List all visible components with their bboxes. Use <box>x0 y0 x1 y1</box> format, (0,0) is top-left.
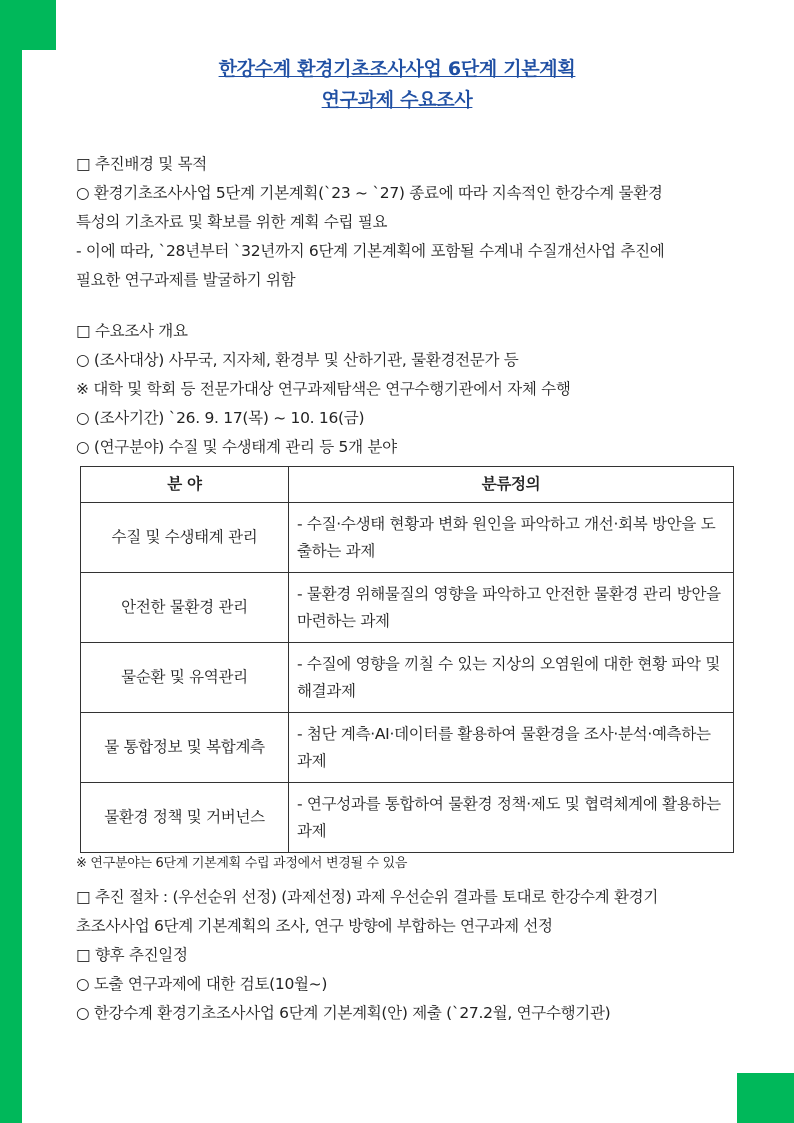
document-subtitle: 연구과제 수요조사 <box>321 89 473 111</box>
background-bullet: ○ 환경기초조사사업 5단계 기본계획(`23 ~ `27) 종료에 따라 지속적인 한강수계 물환경 <box>76 184 663 202</box>
research-fields-table <box>80 466 734 853</box>
background-bullet-continued: 특성의 기초자료 및 확보를 위한 계획 수립 필요 <box>76 213 388 231</box>
table-header-row <box>81 467 734 503</box>
background-dash-continued: 필요한 연구과제를 발굴하기 위함 <box>76 271 296 289</box>
definition-cell: - 수질에 영향을 끼칠 수 있는 지상의 오염원에 대한 현황 파악 및 해결과제 <box>289 643 734 713</box>
column-header-definition: 분류정의 <box>289 467 734 503</box>
definition-cell: - 물환경 위해물질의 영향을 파악하고 안전한 물환경 관리 방안을 마련하는 과제 <box>289 573 734 643</box>
survey-university-note: ※ 대학 및 학회 등 전문가대상 연구과제탐색은 연구수행기관에서 자체 수행 <box>76 380 571 398</box>
field-cell: 물순환 및 유역관리 <box>81 643 289 713</box>
definition-cell: - 첨단 계측·AI·데이터를 활용하여 물환경을 조사·분석·예측하는 과제 <box>289 713 734 783</box>
bottom-right-green-block <box>737 1073 794 1123</box>
table-row <box>81 573 734 643</box>
table-row <box>81 783 734 853</box>
background-dash: - 이에 따라, `28년부터 `32년까지 6단계 기본계획에 포함될 수계내 수질개선사업 추진에 <box>76 242 665 260</box>
top-left-green-tab <box>0 0 56 50</box>
table-row <box>81 643 734 713</box>
background-heading: □ 추진배경 및 목적 <box>76 155 207 173</box>
schedule-item: ○ 도출 연구과제에 대한 검토(10월~) <box>76 975 328 993</box>
document-body <box>76 150 746 1028</box>
field-cell: 안전한 물환경 관리 <box>81 573 289 643</box>
procedure-line-continued: 초조사사업 6단계 기본계획의 조사, 연구 방향에 부합하는 연구과제 선정 <box>76 917 553 935</box>
schedule-heading: □ 향후 추진일정 <box>76 946 188 964</box>
left-green-bar <box>0 0 22 1123</box>
procedure-line: □ 추진 절차 : (우선순위 선정) (과제선정) 과제 우선순위 결과를 토대로 한강수계 환경기 <box>76 888 658 906</box>
survey-target: ○ (조사대상) 사무국, 지자체, 환경부 및 산하기관, 물환경전문가 등 <box>76 351 519 369</box>
field-cell: 물 통합정보 및 복합계측 <box>81 713 289 783</box>
field-cell: 물환경 정책 및 거버넌스 <box>81 783 289 853</box>
survey-fields: ○ (연구분야) 수질 및 수생태계 관리 등 5개 분야 <box>76 438 397 456</box>
table-footnote: ※ 연구분야는 6단계 기본계획 수립 과정에서 변경될 수 있음 <box>76 856 408 871</box>
table-row <box>81 503 734 573</box>
column-header-field: 분 야 <box>81 467 289 503</box>
schedule-item: ○ 한강수계 환경기초조사사업 6단계 기본계획(안) 제출 (`27.2월, 연구수행기관) <box>76 1004 611 1022</box>
field-cell: 수질 및 수생태계 관리 <box>81 503 289 573</box>
table-row <box>81 713 734 783</box>
document-title: 한강수계 환경기초조사사업 6단계 기본계획 <box>218 58 576 80</box>
definition-cell: - 연구성과를 통합하여 물환경 정책·제도 및 협력체계에 활용하는 과제 <box>289 783 734 853</box>
survey-period: ○ (조사기간) `26. 9. 17(목) ~ 10. 16(금) <box>76 409 365 427</box>
definition-cell: - 수질·수생태 현황과 변화 원인을 파악하고 개선·회복 방안을 도출하는 과제 <box>289 503 734 573</box>
survey-overview-heading: □ 수요조사 개요 <box>76 322 188 340</box>
